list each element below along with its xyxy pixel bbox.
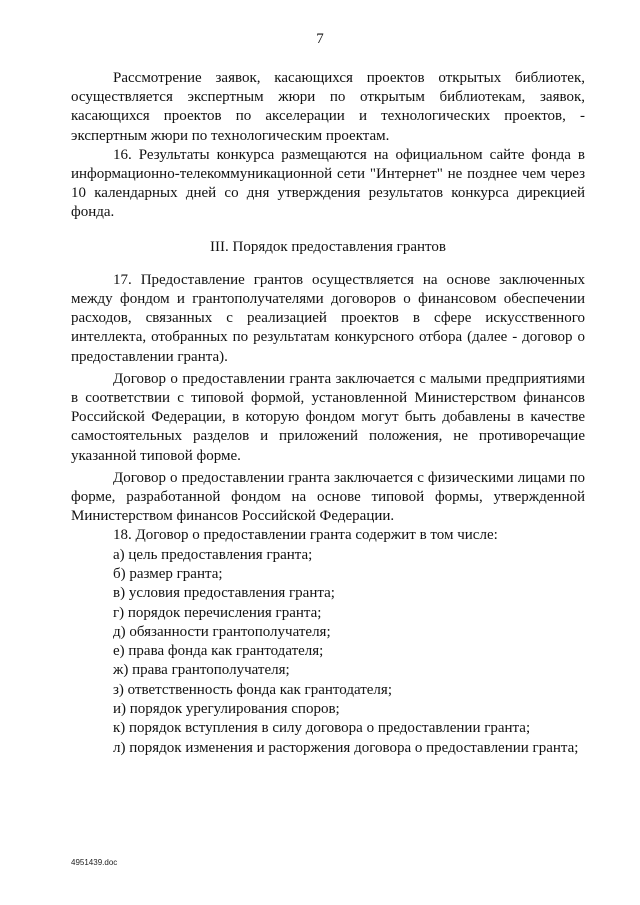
paragraph-small-enterprises-agreement: Договор о предоставлении гранта заключается с малыми предприятиями в соответствии с типовой формой, установленной Министерством финансов Российской Федерации, в которую фондом могут быть добавлены в качестве самостоятельных разделов и приложений положения, не противоречащие указанной типовой форме.: [71, 370, 585, 464]
agreement-contents-list: [71, 546, 585, 758]
list-item: к) порядок вступления в силу договора о предоставлении гранта;: [113, 720, 531, 737]
page-number: 7: [316, 31, 324, 47]
paragraph-individuals-agreement: Договор о предоставлении гранта заключается с физическими лицами по форме, разработанной фондом на основе типовой формы, утвержденной Министерством финансов Российской Федерации.: [71, 469, 585, 525]
list-item: в) условия предоставления гранта;: [113, 585, 335, 602]
list-item: л) порядок изменения и расторжения договора о предоставлении гранта;: [113, 739, 579, 756]
list-item: д) обязанности грантополучателя;: [113, 623, 331, 640]
paragraph-17-grant-provision: 17. Предоставление грантов осуществляется на основе заключенных между фондом и грантополучателями договоров о финансовом обеспечении расходов, связанных с реализацией проектов в сфере искусственного интеллекта, отобранных по результатам конкурсного отбора (далее - договор о предоставлении гранта).: [71, 271, 585, 365]
list-item: б) размер гранта;: [113, 565, 223, 582]
list-item: а) цель предоставления гранта;: [113, 546, 313, 563]
list-item: ж) права грантополучателя;: [113, 662, 290, 679]
paragraph-16-results-publication: 16. Результаты конкурса размещаются на официальном сайте фонда в информационно-телекоммуникационной сети "Интернет" не позднее чем через 10 календарных дней со дня утверждения результатов конкурса дирекцией фонда.: [71, 146, 585, 221]
list-item: з) ответственность фонда как грантодателя;: [113, 681, 392, 698]
document-body: [71, 69, 585, 758]
paragraph-review-of-applications: Рассмотрение заявок, касающихся проектов открытых библиотек, осуществляется экспертным жюри по открытым библиотекам, заявок, касающихся проектов по акселерации и технологических проектов, - экспертным жюри по технологическим проектам.: [71, 70, 585, 144]
list-item: и) порядок урегулирования споров;: [113, 701, 340, 718]
section-heading: III. Порядок предоставления грантов: [210, 238, 446, 255]
list-item: е) права фонда как грантодателя;: [113, 643, 324, 660]
footer-document-code: 4951439.doc: [71, 858, 118, 867]
list-item: г) порядок перечисления гранта;: [113, 604, 322, 621]
paragraph-18-agreement-contents: 18. Договор о предоставлении гранта содержит в том числе:: [113, 527, 498, 544]
